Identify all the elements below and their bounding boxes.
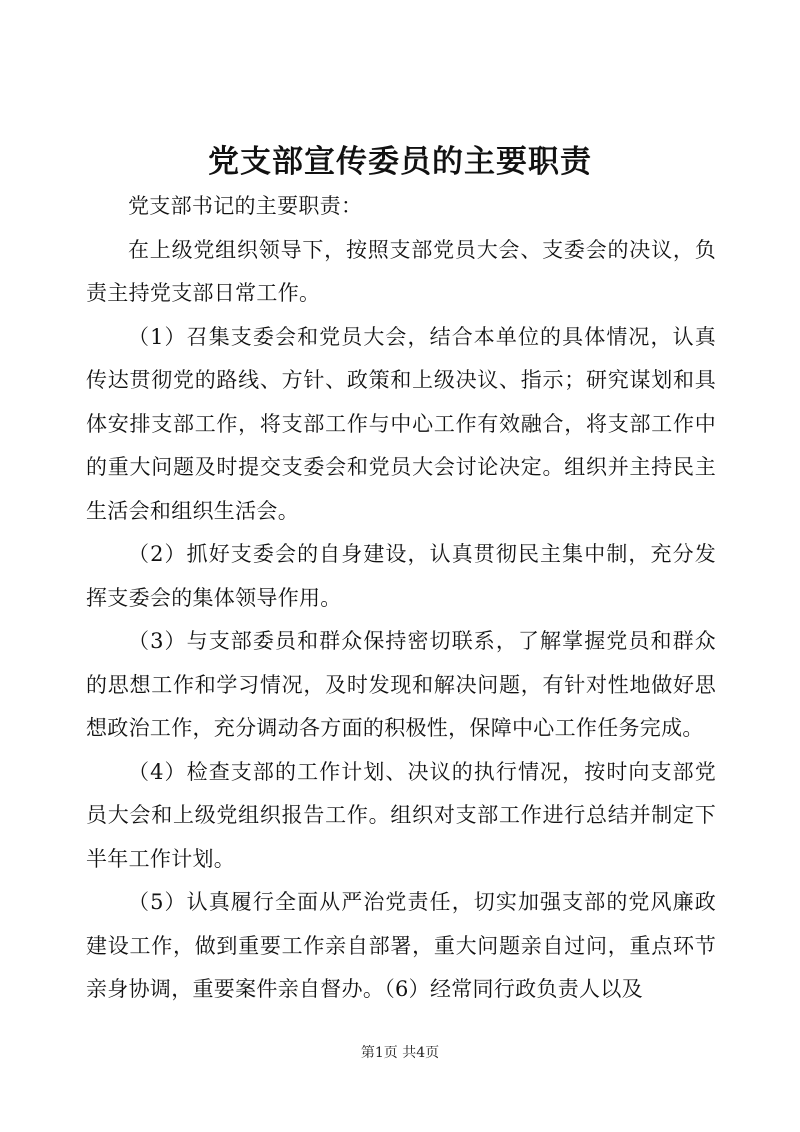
- paragraph: （2）抓好支委会的自身建设，认真贯彻民主集中制，充分发挥支委会的集体领导作用。: [86, 542, 716, 610]
- page-footer: 第1页 共4页: [360, 1045, 440, 1061]
- document-body: [86, 185, 716, 1012]
- paragraph: 在上级党组织领导下，按照支部党员大会、支委会的决议，负责主持党支部日常工作。: [86, 237, 716, 305]
- document-title: 党支部宣传委员的主要职责: [208, 144, 592, 180]
- paragraph: （5）认真履行全面从严治党责任，切实加强支部的党风廉政建设工作，做到重要工作亲自部署，重大问题亲自过问，重点环节亲身协调，重要案件亲自督办。（6）经常同行政负责人以及: [86, 890, 716, 1001]
- paragraph: 党支部书记的主要职责：: [128, 194, 363, 218]
- paragraph: （3）与支部委员和群众保持密切联系，了解掌握党员和群众的思想工作和学习情况，及时发现和解决问题，有针对性地做好思想政治工作，充分调动各方面的积极性，保障中心工作任务完成。: [86, 629, 716, 740]
- paragraph: （1）召集支委会和党员大会，结合本单位的具体情况，认真传达贯彻党的路线、方针、政策和上级决议、指示；研究谋划和具体安排支部工作，将支部工作与中心工作有效融合，将支部工作中的重大问题及时提交支委会和党员大会讨论决定。组织并主持民主生活会和组织生活会。: [86, 324, 716, 523]
- paragraph: （4）检查支部的工作计划、决议的执行情况，按时向支部党员大会和上级党组织报告工作。组织对支部工作进行总结并制定下半年工作计划。: [86, 759, 716, 871]
